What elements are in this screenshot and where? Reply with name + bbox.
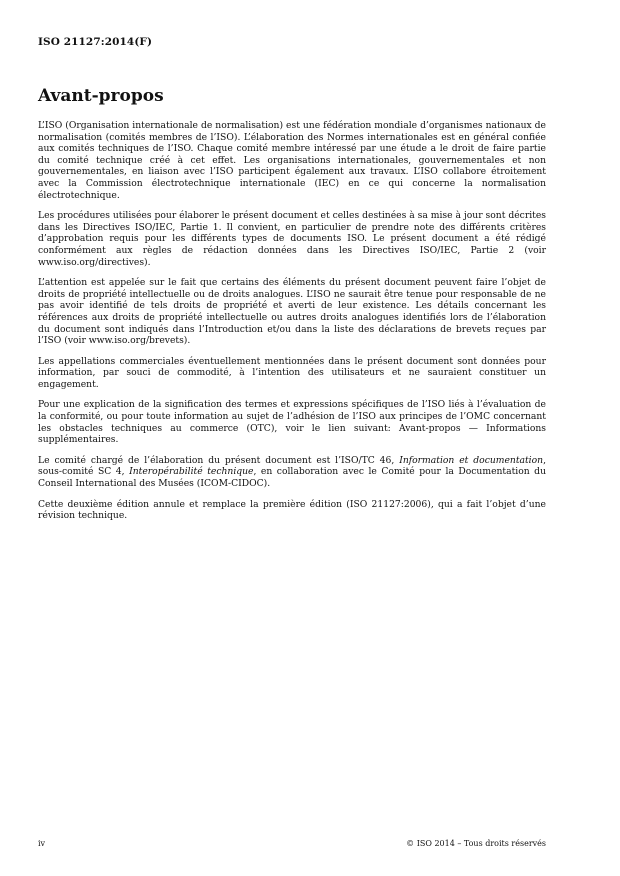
paragraph-patents: L’attention est appelée sur le fait que certains des éléments du présent document peuvent faire l’objet de droits de propriété intellectuelle ou de droits analogues. L’ISO ne saurait être tenue pour responsable de ne pas avoir identifié de tels droits de propriété et averti de leur existence. Les détails concernant les références aux droits de propriété intellectuelle ou autres droits analogues identifiés lors de l’élaboration du document sont indiqués dans l’Introduction et/ou dans la liste des déclarations de brevets reçues par l’ISO (voir www.iso.org/brevets). [38,277,546,347]
committee-tc-name: Information et documentation [399,454,544,466]
paragraph-conformity: Pour une explication de la signification des termes et expressions spécifiques de l’ISO liés à l’évaluation de la conformité, ou pour toute information au sujet de l’adhésion de l’ISO aux principes de l’OMC concernant les obstacles techniques au commerce (OTC), voir le lien suivant: Avant-propos — Informations supplémentaires. [38,399,546,446]
paragraph-edition: Cette deuxième édition annule et remplace la première édition (ISO 21127:2006), qui a fait l’objet d’une révision technique. [38,498,546,522]
page-title: Avant-propos [38,86,164,106]
paragraph-committee [38,455,546,490]
document-id: ISO 21127:2014(F) [38,36,153,48]
committee-text-1: Le comité chargé de l’élaboration du présent document est l’ISO/TC 46, [38,454,400,466]
committee-sc-name: Interopérabilité technique [129,466,254,478]
page-number: iv [38,839,46,848]
paragraph-trade-names: Les appellations commerciales éventuellement mentionnées dans le présent document sont données pour information, par souci de commodité, à l’intention des utilisateurs et ne sauraient constituer un engagement. [38,355,546,390]
committee-text-2: , sous-comité SC 4, [38,454,546,478]
copyright-notice: © ISO 2014 – Tous droits réservés [406,839,546,848]
paragraph-iso-intro: L’ISO (Organisation internationale de normalisation) est une fédération mondiale d’organismes nationaux de normalisation (comités membres de l’ISO). L’élaboration des Normes internationales est en général confiée aux comités techniques de l’ISO. Chaque comité membre intéressé par une étude a le droit de faire partie du comité technique créé à cet effet. Les organisations internationales, gouvernementales et non gouvernementales, en liaison avec l’ISO participent également aux travaux. L’ISO collabore étroitement avec la Commission électrotechnique internationale (IEC) en ce qui concerne la normalisation électrotechnique. [38,120,546,201]
committee-text-3: , en collaboration avec le Comité pour la Documentation du Conseil International des Musées (ICOM-CIDOC). [38,466,546,490]
paragraph-procedures: Les procédures utilisées pour élaborer le présent document et celles destinées à sa mise à jour sont décrites dans les Directives ISO/IEC, Partie 1. Il convient, en particulier de prendre note des différents critères d’approbation requis pour les différents types de documents ISO. Le présent document a été rédigé conformément aux règles de rédaction données dans les Directives ISO/IEC, Partie 2 (voir www.iso.org/directives). [38,210,546,268]
foreword-body [38,120,546,531]
